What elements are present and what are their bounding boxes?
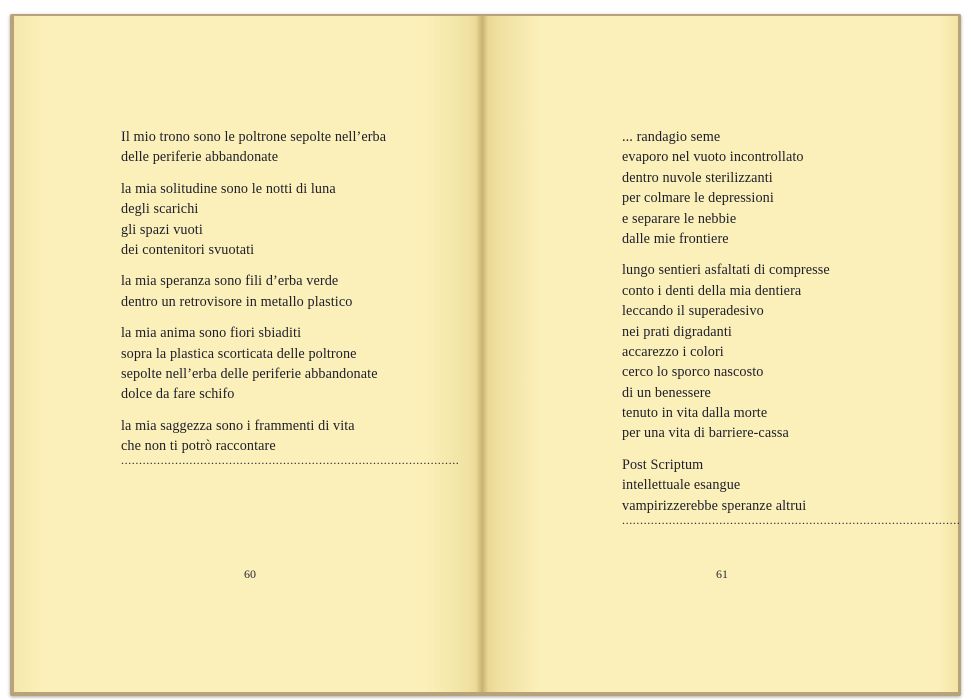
right-page <box>482 16 961 692</box>
poem-line: la mia saggezza sono i frammenti di vita <box>121 417 355 434</box>
stanza-gap <box>622 444 874 455</box>
poem-line: ... randagio seme <box>622 129 721 145</box>
poem-line: di un benessere <box>622 384 711 401</box>
poem-line: conto i denti della mia dentiera <box>622 282 802 299</box>
poem-line: nei prati digradanti <box>622 323 732 340</box>
poem-line: tenuto in vita dalla morte <box>622 405 768 422</box>
poem-line: Post Scriptum <box>622 456 704 473</box>
poem-line: sopra la plastica scorticata delle poltrone <box>121 345 357 362</box>
poem-line: Il mio trono sono le poltrone sepolte nell’erba <box>121 129 387 145</box>
left-page-number: 60 <box>244 567 256 581</box>
poem-line: degli scarichi <box>121 201 199 218</box>
poem-line: dentro nuvole sterilizzanti <box>622 169 773 186</box>
poem-line: dei contenitori svuotati <box>121 241 255 258</box>
poem-line: gli spazi vuoti <box>121 221 203 238</box>
open-book <box>10 14 961 696</box>
right-page-number: 61 <box>716 567 728 581</box>
poem-line: per colmare le depressioni <box>622 190 774 207</box>
poem-line: la mia solitudine sono le notti di luna <box>121 180 336 197</box>
poem-line: sepolte nell’erba delle periferie abbandonate <box>121 365 378 382</box>
poem-line: dalle mie frontiere <box>622 230 729 247</box>
stanza-gap <box>121 168 417 179</box>
poem-line: leccando il superadesivo <box>622 303 764 320</box>
book-gutter <box>476 16 488 692</box>
poem-line: lungo sentieri asfaltati di compresse <box>622 262 830 279</box>
poem-line: cerco lo sporco nascosto <box>622 364 764 381</box>
poem-line: evaporo nel vuoto incontrollato <box>622 149 804 166</box>
poem-line: dentro un retrovisore in metallo plastico <box>121 293 353 310</box>
poem-line: dolce da fare schifo <box>121 386 235 403</box>
poem-line: intellettuale esangue <box>622 477 741 494</box>
poem-line: accarezzo i colori <box>622 343 724 360</box>
dotted-separator: .............................................................................................. <box>121 453 460 468</box>
stanza-gap <box>622 249 874 260</box>
poem-line: la mia speranza sono fili d’erba verde <box>121 273 339 290</box>
right-poem <box>622 127 961 528</box>
poem-line: delle periferie abbandonate <box>121 149 279 166</box>
poem-line: che non ti potrò raccontare <box>121 438 276 455</box>
dotted-separator: .............................................................................................. <box>622 513 961 528</box>
left-page <box>14 16 482 692</box>
poem-line: e separare le nebbie <box>622 210 737 227</box>
stanza-gap <box>121 312 417 323</box>
poem-line: vampirizzerebbe speranze altrui <box>622 497 807 514</box>
left-poem <box>121 127 460 468</box>
stanza-gap <box>121 405 417 416</box>
poem-line: per una vita di barriere-cassa <box>622 425 789 442</box>
poem-line: la mia anima sono fiori sbiaditi <box>121 325 302 342</box>
stanza-gap <box>121 260 417 271</box>
